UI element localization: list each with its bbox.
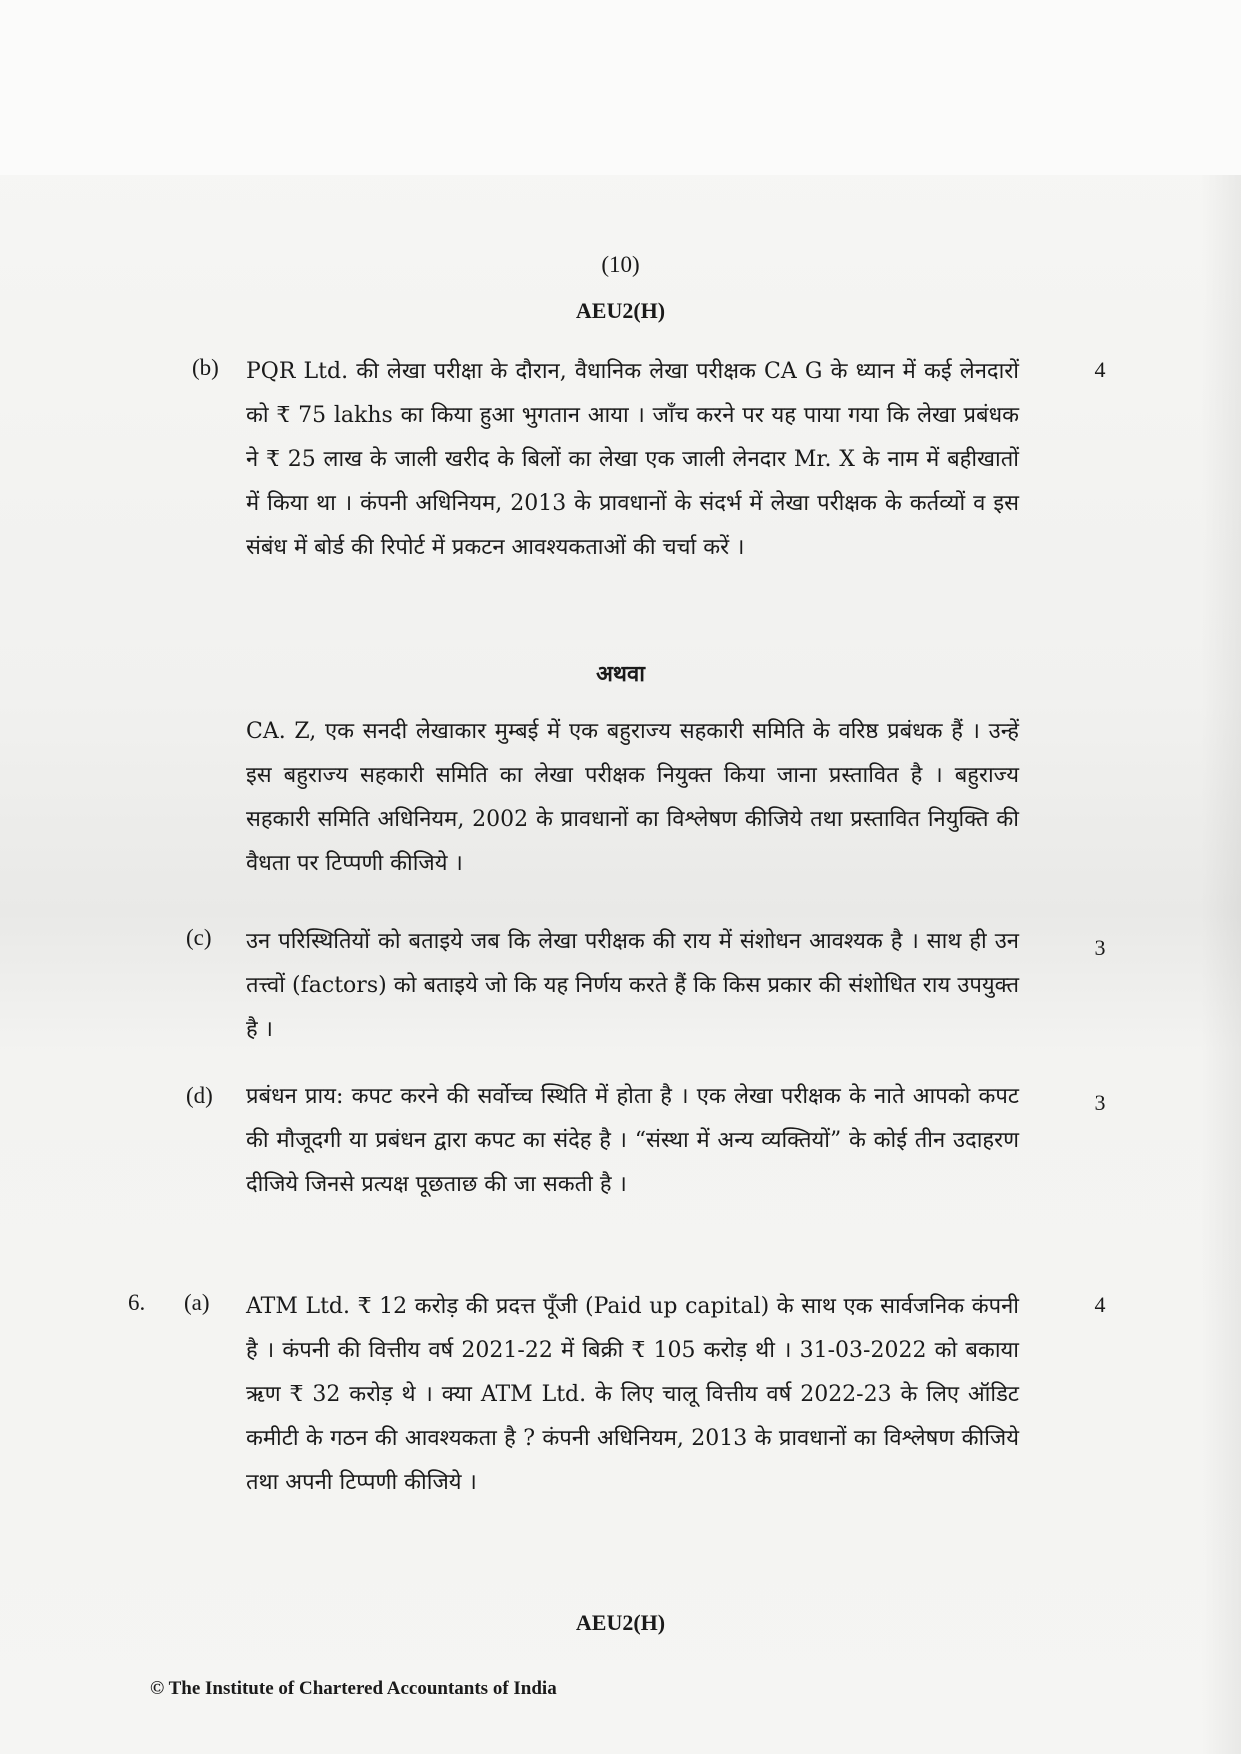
copyright-notice: © The Institute of Chartered Accountants of India [150,1678,557,1699]
question-5b-marks: 4 [1094,357,1106,382]
question-6a-text: ATM Ltd. ₹ 12 करोड़ की प्रदत्त पूँजी (Paid up capital) के साथ एक सार्वजनिक कंपनी है । कंपनी की वित्तीय वर्ष 2021-22 में बिक्री ₹ 105 करोड़ थी । 31-03-2022 को बकाया ऋण ₹ 32 करोड़ थे । क्या ATM Ltd. के लिए चालू वित्तीय वर्ष 2022-23 के लिए ऑडिट कमीटी के गठन की आवश्यकता है ? कंपनी अधिनियम, 2013 के प्रावधानों का विश्लेषण कीजिये तथा अपनी टिप्पणी कीजिये । [246,1294,1019,1495]
or-separator: अथवा [596,661,645,687]
question-5b-alternative-text: CA. Z, एक सनदी लेखाकार मुम्बई में एक बहुराज्य सहकारी समिति के वरिष्ठ प्रबंधक हैं । उन्हें इस बहुराज्य सहकारी समिति का लेखा परीक्षक नियुक्त किया जाना प्रस्तावित है । बहुराज्य सहकारी समिति अधिनियम, 2002 के प्रावधानों का विश्लेषण कीजिये तथा प्रस्तावित नियुक्ति की वैधता पर टिप्पणी कीजिये । [246,719,1019,876]
page-edge-shadow [1201,175,1241,1754]
question-5b-text: PQR Ltd. की लेखा परीक्षा के दौरान, वैधानिक लेखा परीक्षक CA G के ध्यान में कई लेनदारों को ₹ 75 lakhs का किया हुआ भुगतान आया । जाँच करने पर यह पाया गया कि लेखा प्रबंधक ने ₹ 25 लाख के जाली खरीद के बिलों का लेखा एक जाली लेनदार Mr. X के नाम में बहीखातों में किया था । कंपनी अधिनियम, 2013 के प्रावधानों के संदर्भ में लेखा परीक्षक के कर्तव्यों व इस संबंध में बोर्ड की रिपोर्ट में प्रकटन आवश्यकताओं की चर्चा करें । [246,359,1019,560]
question-6a-label: (a) [184,1290,210,1315]
page-top-margin [0,0,1241,175]
paper-code-header: AEU2(H) [575,298,666,323]
page-number: (10) [601,252,640,277]
question-5d-marks: 3 [1094,1090,1106,1115]
question-5d-label: (d) [186,1083,213,1108]
question-6a-marks: 4 [1094,1292,1106,1317]
question-5c-marks: 3 [1094,935,1106,960]
question-6-number: 6. [128,1290,146,1315]
question-5c-text: उन परिस्थितियों को बताइये जब कि लेखा परीक्षक की राय में संशोधन आवश्यक है । साथ ही उन तत्त्वों (factors) को बताइये जो कि यह निर्णय करते हैं कि किस प्रकार की संशोधित राय उपयुक्त है । [246,929,1019,1042]
paper-code-footer: AEU2(H) [575,1610,666,1635]
question-5d-text: प्रबंधन प्राय: कपट करने की सर्वोच्च स्थिति में होता है । एक लेखा परीक्षक के नाते आपको कपट की मौजूदगी या प्रबंधन द्वारा कपट का संदेह है । “संस्था में अन्य व्यक्तियों” के कोई तीन उदाहरण दीजिये जिनसे प्रत्यक्ष पूछताछ की जा सकती है । [246,1084,1019,1197]
question-5b-label: (b) [192,355,219,380]
question-5c-label: (c) [186,925,212,950]
